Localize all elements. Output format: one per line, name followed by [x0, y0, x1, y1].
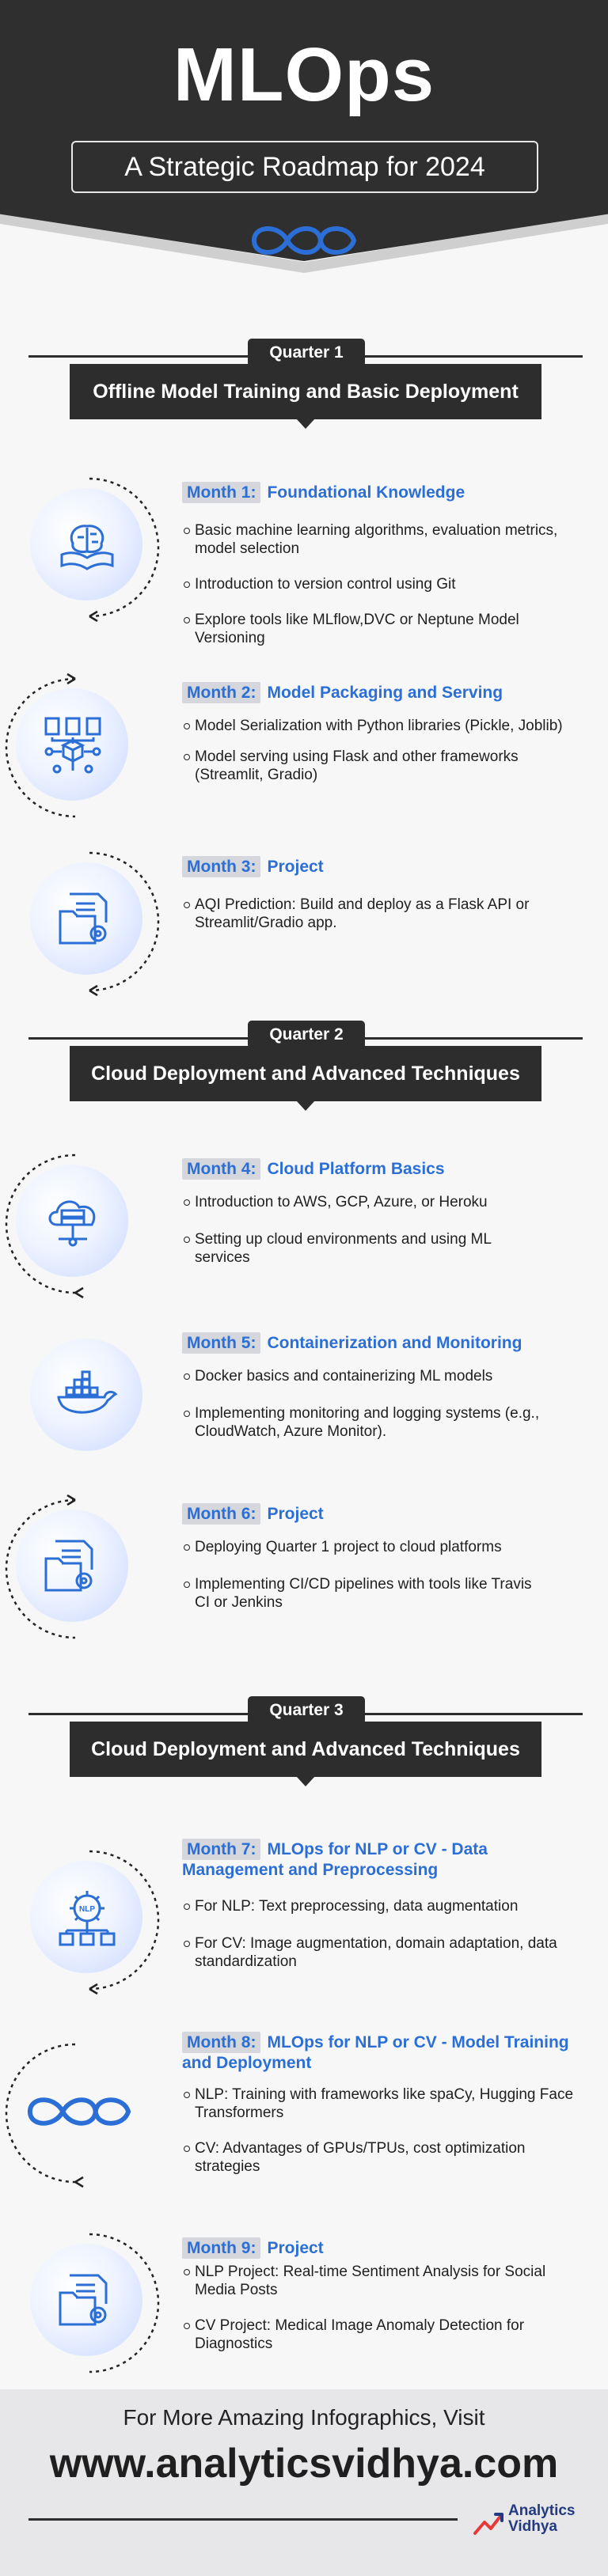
page-subtitle: A Strategic Roadmap for 2024 — [71, 141, 538, 193]
bullet-item: NLP Project: Real-time Sentiment Analysis for Social Media Posts — [184, 2263, 580, 2299]
month-bullets — [184, 1367, 580, 1441]
bullet-item: Deploying Quarter 1 project to cloud platforms — [184, 1538, 580, 1556]
nlp-chip-icon — [55, 1886, 119, 1949]
month-bullets — [184, 521, 580, 647]
quarter-label: Quarter 2 — [248, 1021, 365, 1049]
month-title: Project — [267, 858, 324, 876]
docker-whale-icon — [55, 1364, 119, 1427]
month-icon-badge — [14, 2228, 165, 2378]
month-pill: Month 4: — [182, 1158, 260, 1180]
quarter-title: Cloud Deployment and Advanced Techniques — [70, 1046, 542, 1101]
month-icon-badge — [14, 472, 165, 623]
month-bullets — [184, 896, 580, 932]
footer — [0, 2389, 608, 2576]
month-icon-badge — [0, 1494, 150, 1644]
month-pill: Month 3: — [182, 856, 260, 877]
month-pill: Month 8: — [182, 2032, 260, 2053]
infinity-logo-icon — [248, 218, 360, 263]
month-title: MLOps for NLP or CV - Data Management and Preprocessing — [182, 1840, 488, 1879]
month-6-section — [0, 1494, 608, 1652]
brand-name — [508, 2503, 575, 2535]
bullet-item: Model Serialization with Python libraries (Pickle, Joblib) — [184, 717, 580, 735]
month-9-section — [0, 2228, 608, 2386]
month-bullets — [184, 2085, 580, 2176]
month-bullets — [184, 1193, 580, 1267]
month-5-section — [0, 1323, 608, 1481]
quarter-title: Cloud Deployment and Advanced Techniques — [70, 1722, 542, 1777]
brand-line-1: Analytics — [508, 2502, 576, 2519]
month-bullets — [184, 2263, 580, 2353]
quarter-label: Quarter 1 — [248, 339, 365, 367]
month-title: Foundational Knowledge — [267, 483, 466, 502]
month-title: Containerization and Monitoring — [267, 1334, 522, 1352]
month-heading — [182, 682, 586, 703]
month-pill: Month 7: — [182, 1839, 260, 1860]
month-title: Project — [267, 1505, 324, 1523]
infinity-loop-icon — [24, 2089, 135, 2134]
bullet-item: For NLP: Text preprocessing, data augmentation — [184, 1897, 580, 1915]
footer-text: For More Amazing Infographics, Visit — [123, 2405, 485, 2430]
bullet-item: Implementing CI/CD pipelines with tools like Travis CI or Jenkins — [184, 1575, 532, 1612]
month-icon-badge — [14, 847, 165, 997]
month-1-section — [0, 472, 608, 646]
bullet-item: NLP: Training with frameworks like spaCy, Hugging Face Transformers — [184, 2085, 580, 2122]
bullet-item: CV Project: Medical Image Anomaly Detection for Diagnostics — [184, 2317, 580, 2353]
bullet-item: For CV: Image augmentation, domain adaptation, data standardization — [184, 1934, 580, 1971]
quarter-pointer — [296, 1100, 315, 1111]
project-folder-icon — [55, 888, 119, 951]
month-pill: Month 6: — [182, 1503, 260, 1525]
month-title: Project — [267, 2239, 324, 2257]
bullet-item: AQI Prediction: Build and deploy as a Flask API or Streamlit/Gradio app. — [184, 896, 580, 932]
brain-book-icon — [55, 513, 119, 577]
bullet-item: CV: Advantages of GPUs/TPUs, cost optimization strategies — [184, 2139, 580, 2176]
page-title: MLOps — [173, 32, 435, 117]
month-title: MLOps for NLP or CV - Model Training and Deployment — [182, 2033, 569, 2072]
bullet-item: Setting up cloud environments and using ML services — [184, 1230, 500, 1267]
month-icon-badge — [14, 1845, 165, 1995]
bullet-item: Docker basics and containerizing ML models — [184, 1367, 580, 1385]
month-heading — [182, 1503, 586, 1525]
analytics-trend-icon — [472, 2506, 507, 2538]
month-bullets — [184, 1897, 580, 1971]
quarter-title: Offline Model Training and Basic Deployment — [70, 364, 542, 419]
footer-url-link[interactable]: www.analyticsvidhya.com — [49, 2441, 559, 2487]
bullet-item: Introduction to version control using Git — [184, 575, 580, 593]
month-title: Model Packaging and Serving — [267, 684, 504, 702]
month-heading — [182, 1158, 586, 1180]
month-icon-badge — [0, 2038, 150, 2188]
month-pill: Month 9: — [182, 2237, 260, 2259]
quarter-1-header — [28, 332, 583, 435]
quarter-2-header — [28, 1014, 583, 1117]
brand-logo — [472, 2500, 598, 2544]
project-folder-icon — [41, 1535, 104, 1598]
footer-divider — [28, 2518, 458, 2521]
month-heading — [182, 1839, 586, 1880]
month-heading — [182, 2032, 586, 2073]
project-folder-icon — [55, 2269, 119, 2332]
month-heading — [182, 856, 586, 877]
bullet-item: Model serving using Flask and other frameworks (Streamlit, Gradio) — [184, 748, 580, 784]
quarter-pointer — [296, 419, 315, 429]
month-4-section — [0, 1149, 608, 1307]
bullet-item: Introduction to AWS, GCP, Azure, or Heroku — [184, 1193, 580, 1211]
cloud-server-icon — [41, 1190, 104, 1253]
month-icon-badge — [14, 1323, 165, 1473]
quarter-3-header — [28, 1690, 583, 1793]
quarter-label: Quarter 3 — [248, 1696, 365, 1725]
month-2-section — [0, 672, 608, 823]
month-pill: Month 5: — [182, 1332, 260, 1354]
bullet-item: Basic machine learning algorithms, evaluation metrics, model selection — [184, 521, 580, 558]
quarter-pointer — [296, 1776, 315, 1786]
package-files-icon — [41, 714, 104, 777]
month-7-section — [0, 1829, 608, 2011]
month-title: Cloud Platform Basics — [267, 1160, 445, 1178]
month-pill: Month 2: — [182, 682, 260, 703]
bullet-item: Implementing monitoring and logging systems (e.g., CloudWatch, Azure Monitor). — [184, 1404, 580, 1441]
month-8-section — [0, 2022, 608, 2196]
month-pill: Month 1: — [182, 482, 260, 503]
month-heading — [182, 1332, 586, 1354]
month-icon-badge — [0, 1149, 150, 1299]
brand-line-2: Vidhya — [508, 2518, 557, 2535]
month-heading — [182, 2237, 586, 2259]
month-bullets — [184, 1538, 580, 1612]
bullet-item: Explore tools like MLflow,DVC or Neptune Model Versioning — [184, 611, 580, 647]
month-heading — [182, 482, 586, 503]
month-3-section — [0, 847, 608, 997]
svg-text:NLP: NLP — [79, 1905, 95, 1914]
month-bullets — [184, 717, 580, 784]
month-icon-badge — [0, 672, 150, 823]
